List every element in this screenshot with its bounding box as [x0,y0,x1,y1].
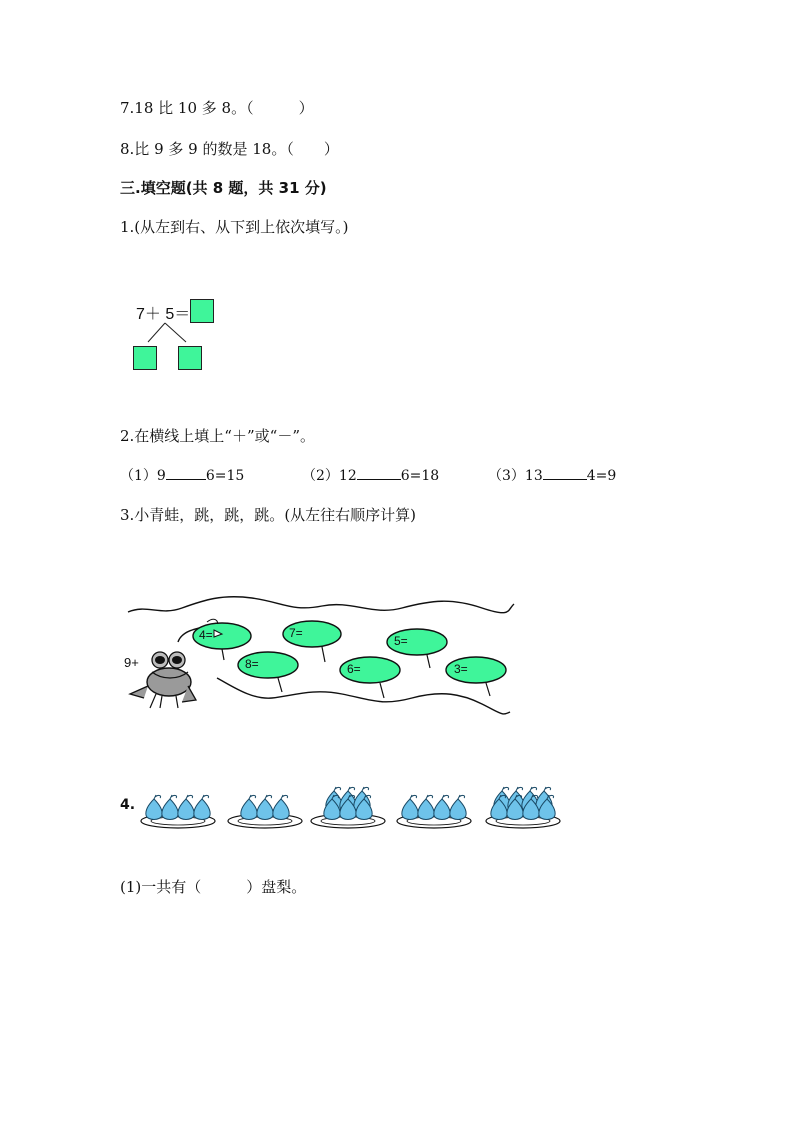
pear-icon [450,799,466,820]
question-7: 7.18 比 10 多 8。（ ） [120,99,314,117]
pad-label-2: 7= [289,626,303,640]
answer-box-sum[interactable] [190,299,214,323]
question-8: 8.比 9 多 9 的数是 18。（ ） [120,140,339,158]
pear-icon [434,799,450,820]
answer-box-right[interactable] [178,346,202,370]
plate-5 [486,787,560,828]
plate-4 [397,795,471,828]
q2-item-3: （3）13 4=9 [488,465,616,485]
pad-label-1: 4= [199,628,213,642]
frog-label: 9+ [124,655,139,670]
frog-icon [130,652,196,708]
pear-icon [257,799,273,820]
pad-label-5: 6= [347,662,361,676]
blank-2[interactable] [357,465,401,480]
pad-label-3: 5= [394,634,408,648]
plate-3 [311,787,385,828]
section-heading: 三.填空题(共 8 题，共 31 分) [120,179,327,197]
q2-item-2: （2）12 6=18 [302,465,439,485]
equation-text: 7＋ 5＝ [136,306,191,323]
pear-icon [194,799,210,820]
pad-label-6: 3= [454,662,468,676]
question-4-label: 4. [120,797,136,813]
pear-icon [241,799,257,820]
question-1-text: 1.(从左到右、从下到上依次填写。) [120,218,349,236]
pear-icon [162,799,178,820]
question-3-text: 3.小青蛙，跳，跳，跳。(从左往右顺序计算) [120,506,417,524]
pear-icon [178,799,194,820]
question-4-sub-1: (1)一共有（ ）盘梨。 [120,878,307,896]
frog-lilypad-illustration [122,590,522,720]
pear-plates-illustration [130,775,570,835]
pear-icon [418,799,434,820]
river-top-line [128,597,514,613]
plate-2 [228,795,302,828]
q2-item-1: （1）9 6=15 [120,465,244,485]
plate-1 [141,795,215,828]
pear-icon [402,799,418,820]
pad-label-4: 8= [245,657,259,671]
answer-box-left[interactable] [133,346,157,370]
question-2-text: 2.在横线上填上“＋”或“－”。 [120,427,315,445]
blank-3[interactable] [543,465,587,480]
pear-icon [273,799,289,820]
pear-icon [146,799,162,820]
blank-1[interactable] [166,465,206,480]
